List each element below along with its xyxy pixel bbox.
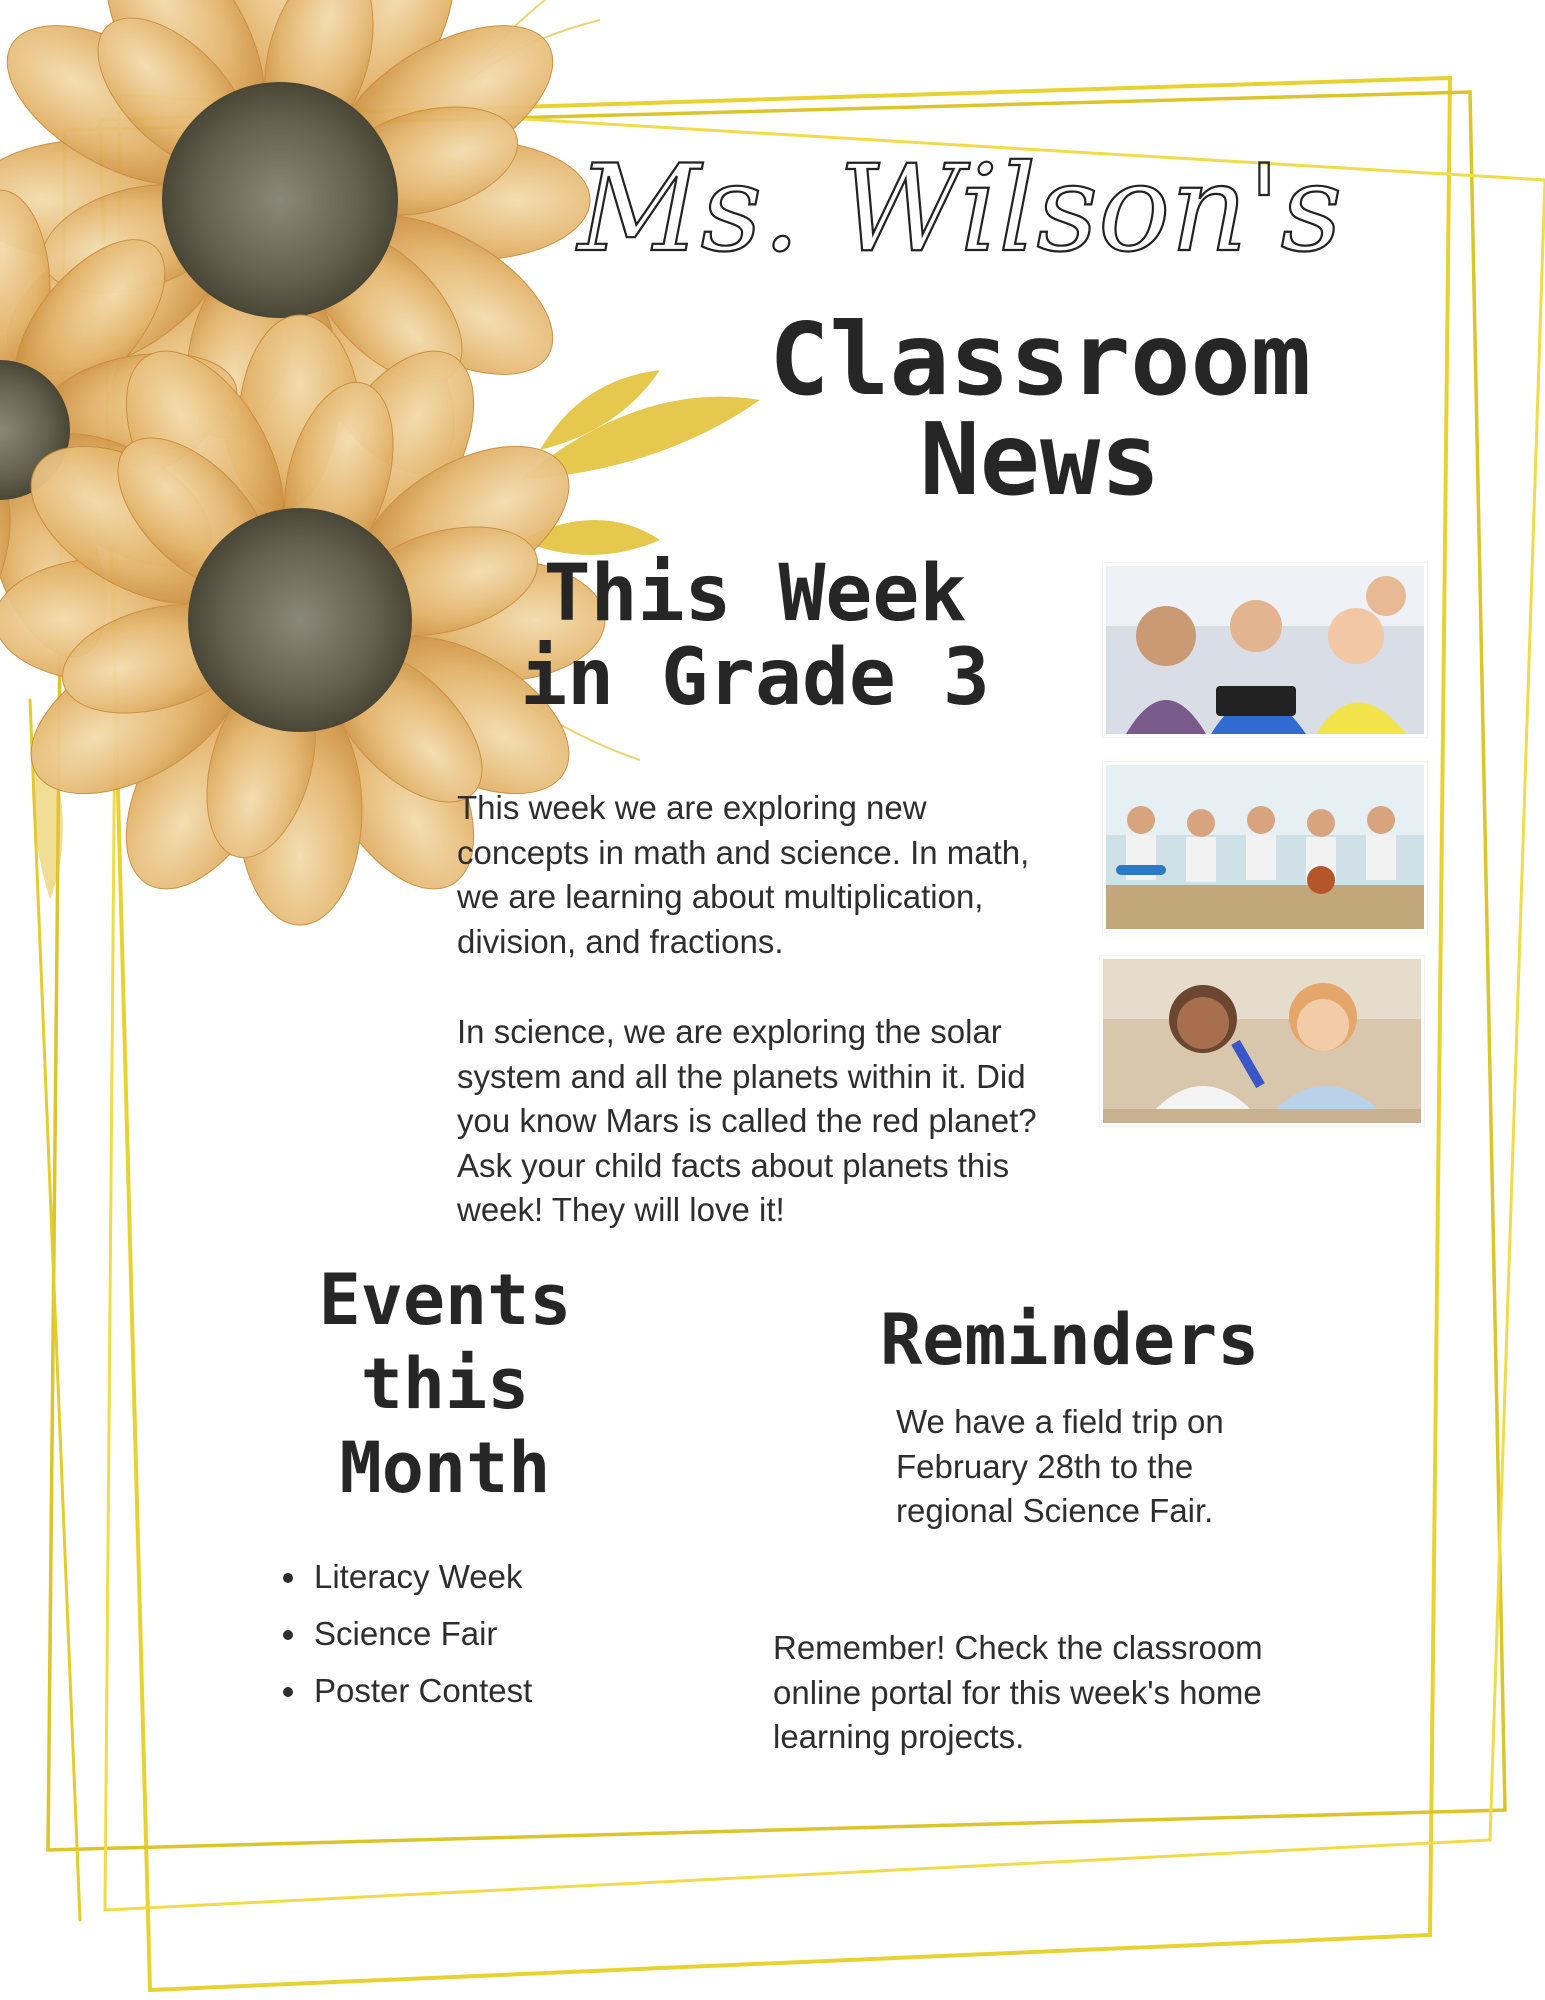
reminders-heading: Reminders (880, 1299, 1260, 1381)
students-with-tablet-photo (1103, 563, 1427, 737)
this-week-paragraph-math: This week we are exploring new concepts in math and science. In math, we are learning about multiplication, division, and fractions. (457, 789, 1030, 960)
reminder-field-trip: We have a field trip on February 28th to the regional Science Fair. (896, 1403, 1224, 1529)
girls-science-project-photo (1100, 956, 1424, 1126)
students-sitting-gym-photo (1103, 762, 1427, 932)
this-week-paragraph-science: In science, we are exploring the solar system and all the planets within it. Did you know Mars is called the red planet? Ask your child facts about planets this week! They will love it! (457, 1013, 1037, 1228)
events-list (272, 1548, 532, 1719)
list-item: • Science Fair (310, 1605, 532, 1662)
list-item: • Poster Contest (310, 1662, 532, 1719)
script-title-text: Ms. Wilson's (577, 140, 1343, 279)
list-item: • Literacy Week (310, 1548, 532, 1605)
this-week-heading: This Week in Grade 3 (520, 549, 990, 723)
reminder-online-portal: Remember! Check the classroom online portal for this week's home learning projects. (773, 1629, 1263, 1755)
page-title: Classroom News (769, 301, 1311, 518)
events-heading: Events this Month (318, 1259, 572, 1509)
script-title (560, 100, 1360, 300)
